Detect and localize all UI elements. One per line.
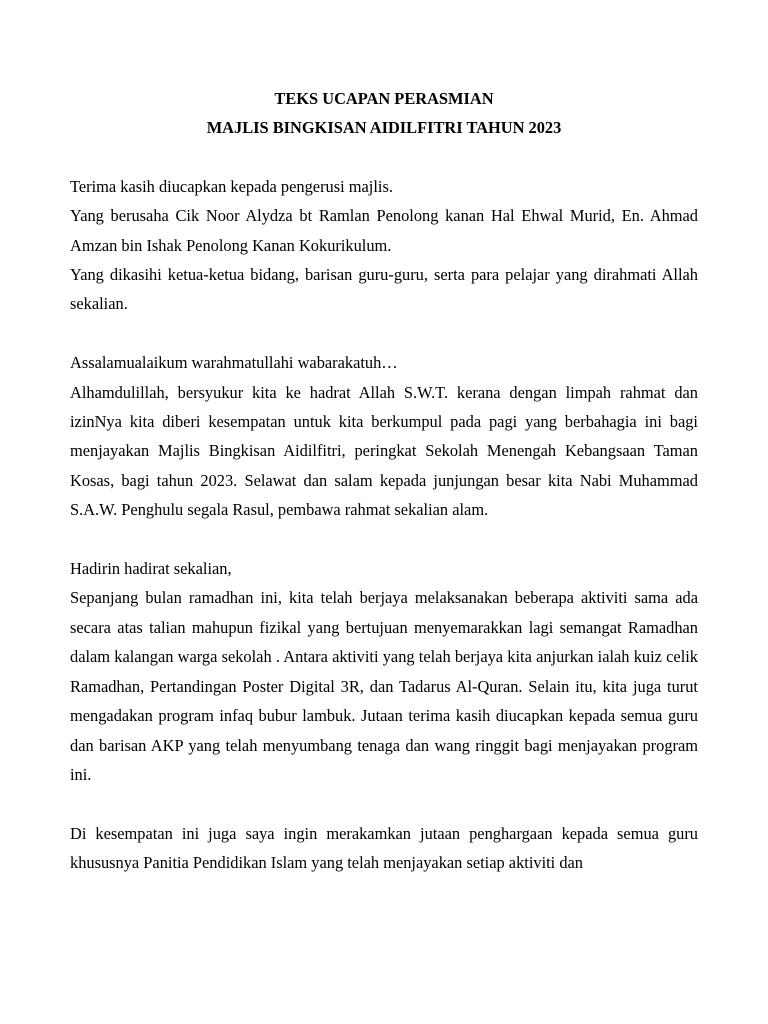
paragraph-salam: Assalamualaikum warahmatullahi wabarakatuh… (70, 353, 398, 373)
paragraph-alhamdulillah: Alhamdulillah, bersyukur kita ke hadrat Allah S.W.T. kerana dengan limpah rahmat dan izinNya kita diberi kesempatan untuk kita berkumpul pada pagi yang berbahagia ini bagi menjayakan Majlis Bingkisan Aidilfitri, peringkat Sekolah Menengah Kebangsaan Taman Kosas, bagi tahun 2023. Selawat dan salam kepada junjungan besar kita Nabi Muhammad S.A.W. Penghulu segala Rasul, pembawa rahmat sekalian alam. (70, 382, 698, 520)
paragraph-greeting-teachers: Yang dikasihi ketua-ketua bidang, barisan guru-guru, serta para pelajar yang dirahmati Allah sekalian. (70, 265, 698, 314)
title-block (70, 84, 698, 143)
paragraph-greeting-assistants: Yang berusaha Cik Noor Alydza bt Ramlan Penolong kanan Hal Ehwal Murid, En. Ahmad Amzan bin Ishak Penolong Kanan Kokurikulum. (70, 206, 698, 255)
paragraph-gap (70, 789, 698, 818)
paragraph-hadirin: Hadirin hadirat sekalian, (70, 559, 232, 579)
paragraph-gap (70, 525, 698, 554)
paragraph-greeting-chairman: Terima kasih diucapkan kepada pengerusi majlis. (70, 176, 393, 196)
paragraph-activities: Sepanjang bulan ramadhan ini, kita telah berjaya melaksanakan beberapa aktiviti sama ada secara atas talian mahupun fizikal yang bertujuan menyemarakkan lagi semangat Ramadhan dalam kalangan warga sekolah . Antara aktiviti yang telah berjaya kita anjurkan ialah kuiz celik Ramadhan, Pertandingan Poster Digital 3R, dan Tadarus Al-Quran. Selain itu, kita juga turut mengadakan program infaq bubur lambuk. Jutaan terima kasih diucapkan kepada semua guru dan barisan AKP yang telah menyumbang tenaga dan wang ringgit bagi menjayakan program ini. (70, 588, 698, 784)
document-title-line-1: TEKS UCAPAN PERASMIAN (274, 89, 494, 108)
paragraph-appreciation: Di kesempatan ini juga saya ingin merakamkan jutaan penghargaan kepada semua guru khususnya Panitia Pendidikan Islam yang telah menjayakan setiap aktiviti dan (70, 823, 698, 873)
document-page (70, 84, 698, 878)
paragraph-gap (70, 319, 698, 348)
document-title-line-2: MAJLIS BINGKISAN AIDILFITRI TAHUN 2023 (206, 118, 562, 138)
